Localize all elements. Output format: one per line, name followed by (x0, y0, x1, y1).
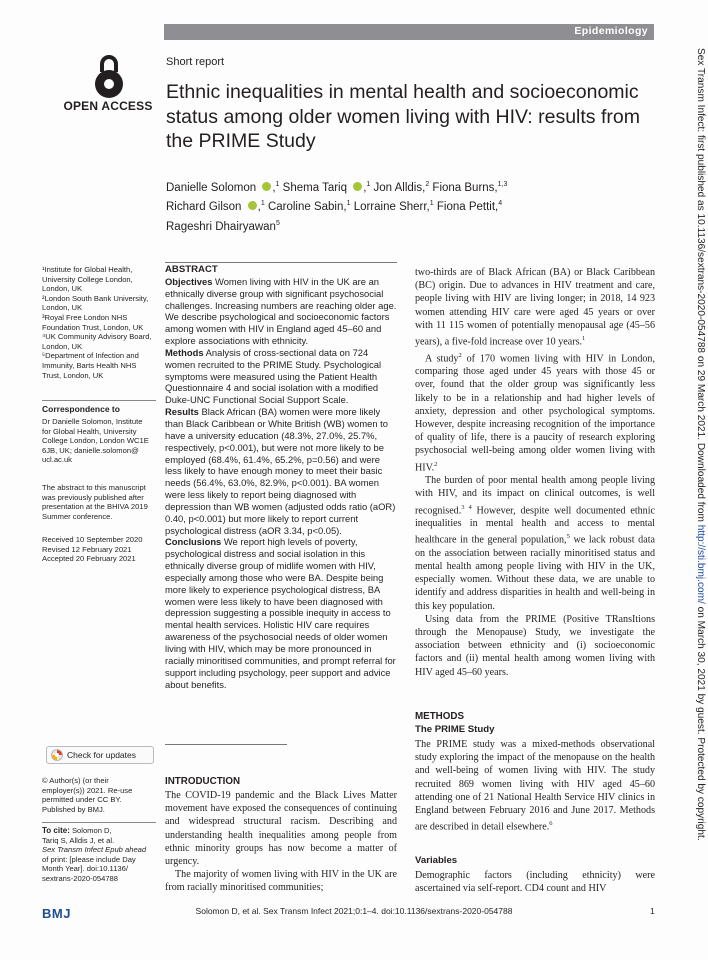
divider (165, 262, 397, 263)
article-dates: Received 10 September 2020 Revised 12 February 2021 Accepted 20 February 2021 (42, 535, 143, 564)
variables-heading: Variables (415, 855, 458, 866)
reference-link[interactable]: 5 (566, 533, 570, 541)
author-name[interactable]: Shema Tariq (282, 181, 348, 194)
divider (42, 400, 156, 401)
reference-link[interactable]: 3 4 (461, 503, 472, 511)
abstract (165, 264, 397, 690)
right-column-text (415, 266, 655, 679)
author-line-2: Richard Gilson ,$^1$ Caroline Sabin,$^1$ Lorraine Sherr,$^1$ Fiona Pettit,$^4$ (166, 200, 503, 214)
article-type: Short report (166, 56, 225, 68)
author-name[interactable]: Fiona Burns, (432, 181, 498, 194)
affiliations: ¹Institute for Global Health, University College London, London, UK ²London South Bank University, London, UK ³Royal Free London NHS Foundation Trust, London, UK ⁴UK Community Advisory Board, London, UK ⁵Department of Infection and Immunity, Barts Health NHS Trust, London, UK (42, 265, 152, 380)
paragraph: The burden of poor mental health among people living with HIV, and its impact on clinical outcomes, is well recognised.$^{3 4}$ However, despite well documented ethnic inequalities in mental health and access to mental healthcare in the general population,$^5$ we lack robust data on the association between racially minoritised status and mental health among people living with HIV in the UK, especially women. Without these data, we are unable to identify and address disparities in health and well-being in this key population. (415, 475, 655, 612)
author-name[interactable]: Lorraine Sherr, (353, 201, 430, 214)
abstract-conclusions: Conclusions We report high levels of poverty, psychological distress and social isolation in this ethnically diverse group of midlife women with HIV, especially among those who were BA. Despite being more likely to experience psychological distress, BA women were less likely to have been diagnosed with depression suggesting a possible inequity in access to mental health services. Holistic HIV care requires awareness of the psychosocial needs of older women living with HIV, which may be more pronounced in racially minoritised communities, and prompt referral for support including psychology, peer support and advice about benefits. (165, 536, 396, 690)
orcid-icon[interactable] (353, 182, 362, 191)
author-line-3: Rageshri Dhairyawan$^5$ (166, 219, 280, 233)
footer-citation: Solomon D, et al. Sex Transm Infect 2021;0:1–4. doi:10.1136/sextrans-2020-054788 (195, 906, 513, 916)
abstract-heading: ABSTRACT (165, 264, 218, 275)
author-list (166, 177, 636, 235)
reference-link[interactable]: 1 (582, 335, 586, 343)
paragraph: A study$^2$ of 170 women living with HIV in London, comparing those aged under 45 years with those 45 or over, found that the older group was significantly less likely to be in a relationship and had higher levels of anxiety, depression and other psychological symptoms. However, despite increasing recognition of the importance of quality of life, there is a paucity of research exploring psychosocial well-being among older women living with HIV.$^2$ (415, 351, 655, 473)
open-access-label: OPEN ACCESS (63, 99, 153, 113)
prime-study-text: The PRIME study was a mixed-methods observational study exploring the impact of the menopause on the health and well-being of women living with HIV. The study recruited 869 women living with HIV aged 45–60 attending one of 21 National Health Service HIV clinics in England between February 2016 and June 2017. Methods are described in detail elsewhere.$^6$ (415, 739, 655, 833)
email-link[interactable]: 6JB, UK; danielle.solomon@ (42, 445, 139, 455)
orcid-icon[interactable] (248, 201, 257, 210)
author-name[interactable]: Rageshri Dhairyawan (166, 220, 276, 233)
paragraph: two-thirds are of Black African (BA) or Black Caribbean (BC) origin. Due to advances in HIV treatment and care, people living with HIV are living longer; in 2018, 14 923 women attending HIV care were aged 45 years or over with 11 115 women of potentially menopausal age (45–56 years), a five-fold increase over 10 years.$^1$ (415, 267, 655, 348)
correspondence-details: Dr Danielle Solomon, Institute for Global Health, University College London, London WC1E 6JB, UK; danielle.solomon@ ucl.ac.uk (42, 417, 160, 465)
email-link[interactable]: ucl.ac.uk (42, 455, 72, 465)
copyright-notice: © Author(s) (or their employer(s)) 2021. Re-use permitted under CC BY. Published by BMJ. (42, 776, 133, 814)
abstract-methods: Methods Analysis of cross-sectional data on 724 women recruited to the PRIME Study. Psychological symptoms were measured using the Patient Health Questionnaire 4 and social isolation with a modified Duke-UNC Functional Social Support Scale. (165, 346, 382, 406)
paragraph: Using data from the PRIME (Positive TRansItions through the Menopause) Study, we investigate the association between ethnicity and (i) socioeconomic factors and (ii) mental health among women living with HIV aged 45–60 years. (415, 613, 655, 678)
abstract-results: Results Black African (BA) women were more likely than Black Caribbean or White British (WB) women to have a university education (48.3%, 27.0%, 25.7%, respectively, p<0.001), but were not more likely to be employed (68.4%, 61.4%, 65.2%, p=0.56) and were less likely to have enough money to meet their basic needs (56.4%, 63.0%, 82.9%, p<0.001). BA women were less likely to report being diagnosed with depression than WB women (adjusted odds ratio (aOR) 0.40, p<0.001) but more likely to report current psychological distress (aOR 3.34, p<0.05). (165, 406, 396, 536)
abstract-note: The abstract to this manuscript was previously published after presentation at the BHIVA 2019 Summer conference. (42, 483, 148, 521)
reference-link[interactable]: 2 (434, 460, 438, 468)
page-number: 1 (650, 906, 655, 916)
methods-heading: METHODS (415, 711, 464, 722)
section-bar (164, 24, 654, 40)
variables-text: Demographic factors (including ethnicity) were ascertained via self-report. CD4 count and HIV (415, 870, 655, 895)
author-name[interactable]: Danielle Solomon (166, 181, 257, 194)
introduction-text: The COVID-19 pandemic and the Black Lives Matter movement have exposed the consequences of continuing and widespread structural racism. Describing and understanding health inequalities among people from ethnic minority groups has now become a matter of urgency. The majority of women living with HIV in the UK are from racially minoritised communities; (165, 790, 397, 894)
margin-note: Sex Transm Infect: first published as 10.1136/sextrans-2020-054788 on 29 March 2021. Downloaded from http://sti.bmj.com/ on March 30, 2021 by guest. Protected by copyright. (695, 48, 706, 841)
open-access-lock-icon (78, 52, 140, 102)
bmj-logo: BMJ (42, 906, 71, 921)
correspondence-heading: Correspondence to (42, 404, 120, 414)
author-line-1: Danielle Solomon ,$^1$ Shema Tariq ,$^1$ Jon Alldis,$^2$ Fiona Burns,$^{1,3}$ (166, 181, 508, 194)
reference-link[interactable]: 2 (458, 351, 462, 359)
check-updates-icon (51, 749, 63, 761)
author-name[interactable]: Fiona Pettit, (436, 201, 499, 214)
citation-box: To cite: Solomon D, Tariq S, Alldis J, et al. Sex Transm Infect Epub ahead of print: [please include Day Month Year]. doi:10.1136/ sextrans-2020-054788 (42, 826, 147, 883)
prime-study-heading: The PRIME Study (415, 724, 495, 735)
site-link[interactable]: http://sti.bmj.com/ (695, 524, 706, 604)
section-tag: Epidemiology (574, 25, 648, 37)
article-title: Ethnic inequalities in mental health and socioeconomic status among older women living with HIV: results from the PRIME Study (166, 81, 640, 152)
divider (165, 744, 287, 745)
abstract-objectives: Objectives Women living with HIV in the UK are an ethnically diverse group with significant psychosocial challenges. Increasing numbers are reaching older age. We describe psychological and socioeconomic factors among women with HIV in England aged 45–60 and explore associations with ethnicity. (165, 275, 397, 347)
introduction-heading: INTRODUCTION (165, 776, 241, 787)
author-name[interactable]: Jon Alldis, (373, 181, 426, 194)
check-for-updates-button[interactable]: Check for updates (46, 746, 154, 764)
orcid-icon[interactable] (262, 182, 271, 191)
author-name[interactable]: Richard Gilson (166, 201, 242, 214)
reference-link[interactable]: 6 (549, 820, 553, 828)
author-name[interactable]: Caroline Sabin, (267, 201, 347, 214)
divider (42, 822, 156, 823)
